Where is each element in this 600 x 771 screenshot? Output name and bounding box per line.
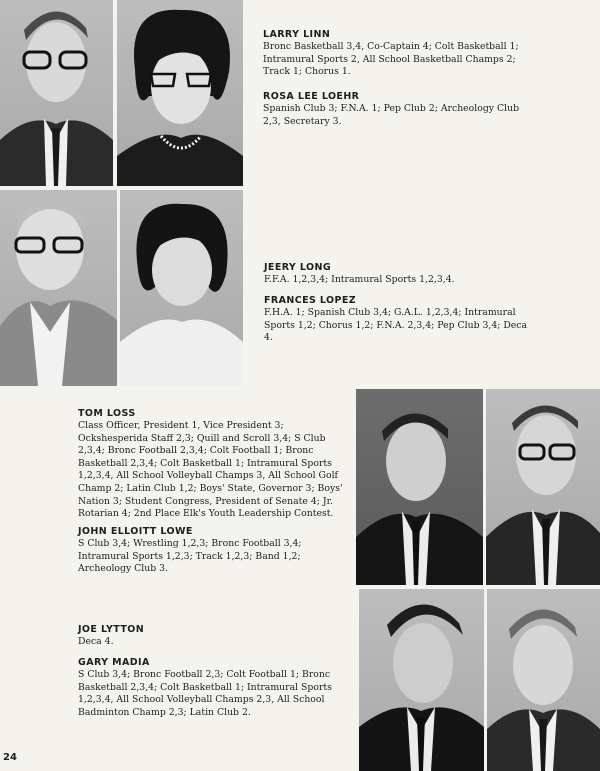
page-number: 24 [3,752,17,763]
student-name: LARRY LINN [263,29,331,40]
student-name: TOM LOSS [78,408,136,419]
entry-gary-madia [78,657,348,719]
student-activities: Bronc Basketball 3,4, Co-Captain 4; Colt Basketball 1; Intramural Sports 2, All School Basketball Champs 2; Track 1; Chorus 1. [263,41,519,78]
portrait-jeery-long [0,190,117,386]
student-name: JOE LYTTON [78,624,145,635]
portrait-rosa-lee-loehr [117,0,243,186]
entry-rosa-lee-loehr [263,91,531,128]
portrait-larry-linn [0,0,113,186]
student-activities: F.H.A. 1; Spanish Club 3,4; G.A.L. 1,2,3,4; Intramural Sports 1,2; Chorus 1,2; F.N.A. 2,3,4; Pep Club 3,4; Deca 4. [264,307,528,344]
entry-john-elloitt-lowe [78,526,348,576]
student-activities: Spanish Club 3; F.N.A. 1; Pep Club 2; Archeology Club 2,3, Secretary 3. [263,103,520,127]
entry-tom-loss [78,408,348,521]
entry-larry-linn [263,29,531,79]
student-name: JEERY LONG [264,262,332,273]
portrait-frances-lopez [120,190,243,386]
student-activities: Class Officer, President 1, Vice President 3; Ockshesperida Staff 2,3; Quill and Scroll 3,4; S Club 2,3,4; Bronc Football 2,3,4; Colt Football 1; Bronc Basketball 2,3,4; Colt Basketball 1; Intramural Sports 1,2,3,4, All School Volleyball Champs 3, All School Golf Champ 2; Latin Club 1,2; Boys' State, Governor 3; Boys' Nation 3; Student Congress, President of Senate 4; Jr. Rotarian 4; 2nd Place Elk's Youth Leadership Contest. [78,420,343,520]
portrait-tom-loss [356,389,483,585]
student-name: JOHN ELLOITT LOWE [78,526,193,537]
student-name: FRANCES LOPEZ [264,295,357,306]
entry-jeery-long [264,262,534,287]
portrait-john-elloitt-lowe [486,389,600,585]
student-activities: S Club 3,4; Bronc Football 2,3; Colt Football 1; Bronc Basketball 2,3,4; Colt Basketball 1; Intramural Sports 1,2,3,4, All School Volleyball Champs 2,3, All School Badminton Champ 2,3; Latin Club 2. [78,669,332,718]
student-name: GARY MADIA [78,657,150,668]
entry-joe-lytton [78,624,348,649]
student-activities: S Club 3,4; Wrestling 1,2,3; Bronc Football 3,4; Intramural Sports 1,2,3; Track 1,2,3; Band 1,2; Archeology Club 3. [78,538,302,575]
student-activities: Deca 4. [78,636,114,647]
portrait-joe-lytton [359,589,484,771]
entry-frances-lopez [264,295,534,345]
student-activities: F.F.A. 1,2,3,4; Intramural Sports 1,2,3,4. [264,274,455,285]
student-name: ROSA LEE LOEHR [263,91,360,102]
portrait-gary-madia [487,589,600,771]
